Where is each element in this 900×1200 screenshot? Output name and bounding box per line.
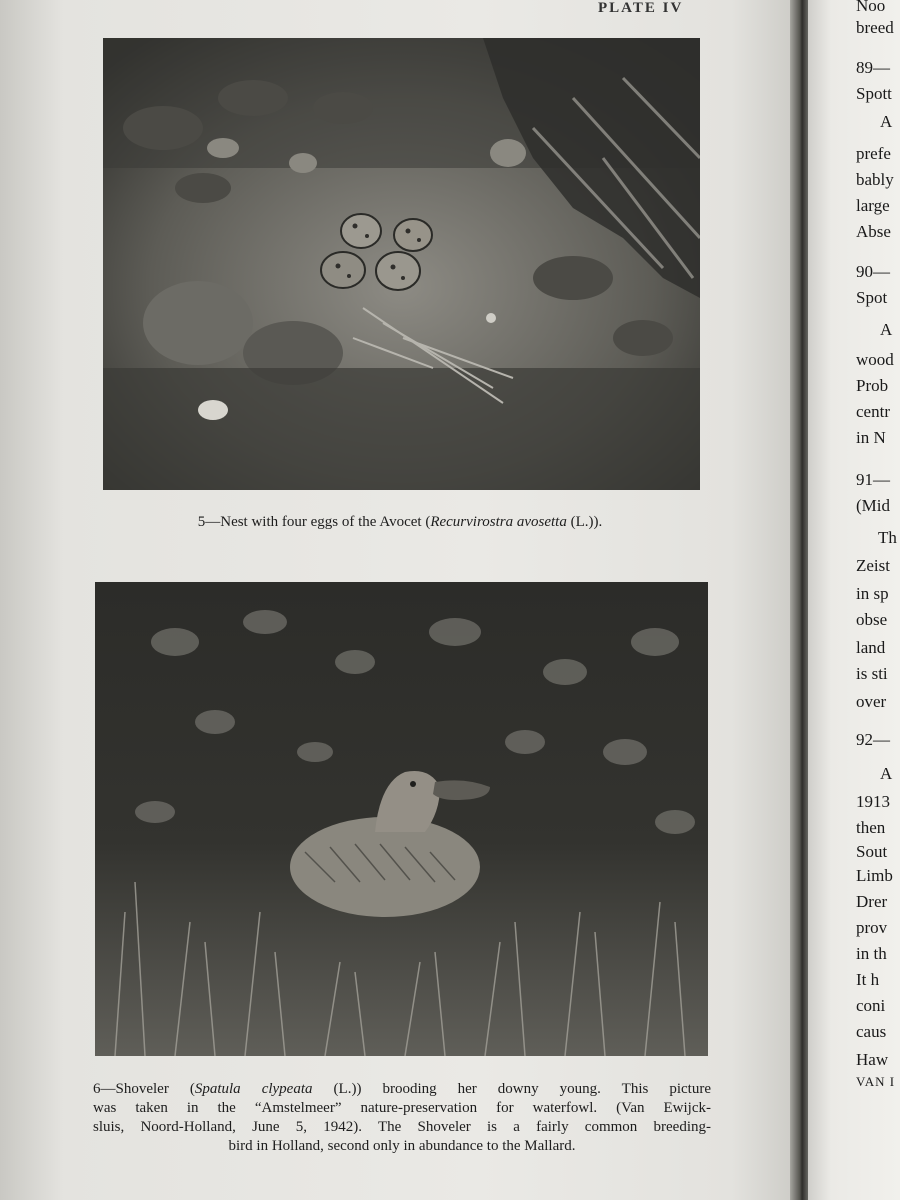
text-fragment: (Mid — [856, 496, 890, 515]
caption-line: sluis, Noord-Holland, June 5, 1942). The Shoveler is a fairly common breeding- — [93, 1119, 711, 1135]
text-fragment: A — [880, 320, 893, 339]
text-fragment: land — [856, 638, 886, 657]
text-fragment: Noo — [856, 0, 886, 15]
text-fragment: Zeist — [856, 556, 890, 575]
text-fragment: A — [880, 764, 893, 783]
text-fragment: Spott — [856, 84, 892, 103]
text-fragment: in th — [856, 944, 887, 963]
text-fragment: 90— — [856, 262, 890, 281]
caption-line — [93, 1080, 711, 1099]
text-fragment: Spot — [856, 288, 888, 307]
caption-text: (L.)) brooding her downy young. This picture — [312, 1081, 711, 1097]
text-fragment: Abse — [856, 222, 891, 241]
caption-text: 5—Nest with four eggs of the Avocet ( — [197, 514, 431, 530]
text-fragment: Limb — [856, 866, 893, 885]
caption-line: was taken in the “Amstelmeer” nature-preservation for waterfowl. (Van Ewijck- — [93, 1100, 711, 1116]
text-fragment: 92— — [856, 730, 890, 749]
right-page — [808, 0, 900, 1200]
text-fragment: Sout — [856, 842, 888, 861]
text-fragment: prov — [856, 918, 888, 937]
text-fragment: in sp — [856, 584, 889, 603]
avocet-nest-photo — [103, 38, 700, 490]
species-name: Recurvirostra avosetta — [430, 514, 567, 530]
text-fragment: centr — [856, 402, 890, 421]
text-fragment: is sti — [856, 664, 888, 683]
text-fragment: in N — [856, 428, 886, 447]
plate-label: PLATE IV — [598, 0, 684, 16]
shoveler-photo — [95, 582, 708, 1056]
text-fragment: then — [856, 818, 886, 837]
species-name: Spatula clypeata — [194, 1081, 313, 1097]
text-fragment: Prob — [856, 376, 889, 395]
text-fragment: caus — [856, 1022, 887, 1041]
figure-6-caption — [93, 1080, 711, 1156]
text-fragment: bably — [856, 170, 894, 189]
text-fragment: prefe — [856, 144, 891, 163]
text-fragment: Haw — [856, 1050, 889, 1069]
caption-text: (L.)). — [566, 514, 603, 530]
text-fragment: Th — [878, 528, 897, 547]
text-fragment: 89— — [856, 58, 890, 77]
text-fragment: coni — [856, 996, 886, 1015]
text-fragment: Drer — [856, 892, 888, 911]
caption-text: 6—Shoveler ( — [93, 1081, 195, 1097]
figure-5-caption — [120, 514, 680, 531]
caption-line: bird in Holland, second only in abundance to the Mallard. — [228, 1138, 576, 1154]
text-fragment: wood — [856, 350, 894, 369]
text-fragment: A — [880, 112, 893, 131]
text-fragment: breed — [856, 18, 894, 37]
text-fragment: It h — [856, 970, 880, 989]
text-fragment: large — [856, 196, 890, 215]
text-fragment: 91— — [856, 470, 890, 489]
text-fragment: obse — [856, 610, 888, 629]
text-fragment: over — [856, 692, 887, 711]
text-fragment: VAN I — [856, 1074, 896, 1089]
text-fragment: 1913 — [856, 792, 890, 811]
